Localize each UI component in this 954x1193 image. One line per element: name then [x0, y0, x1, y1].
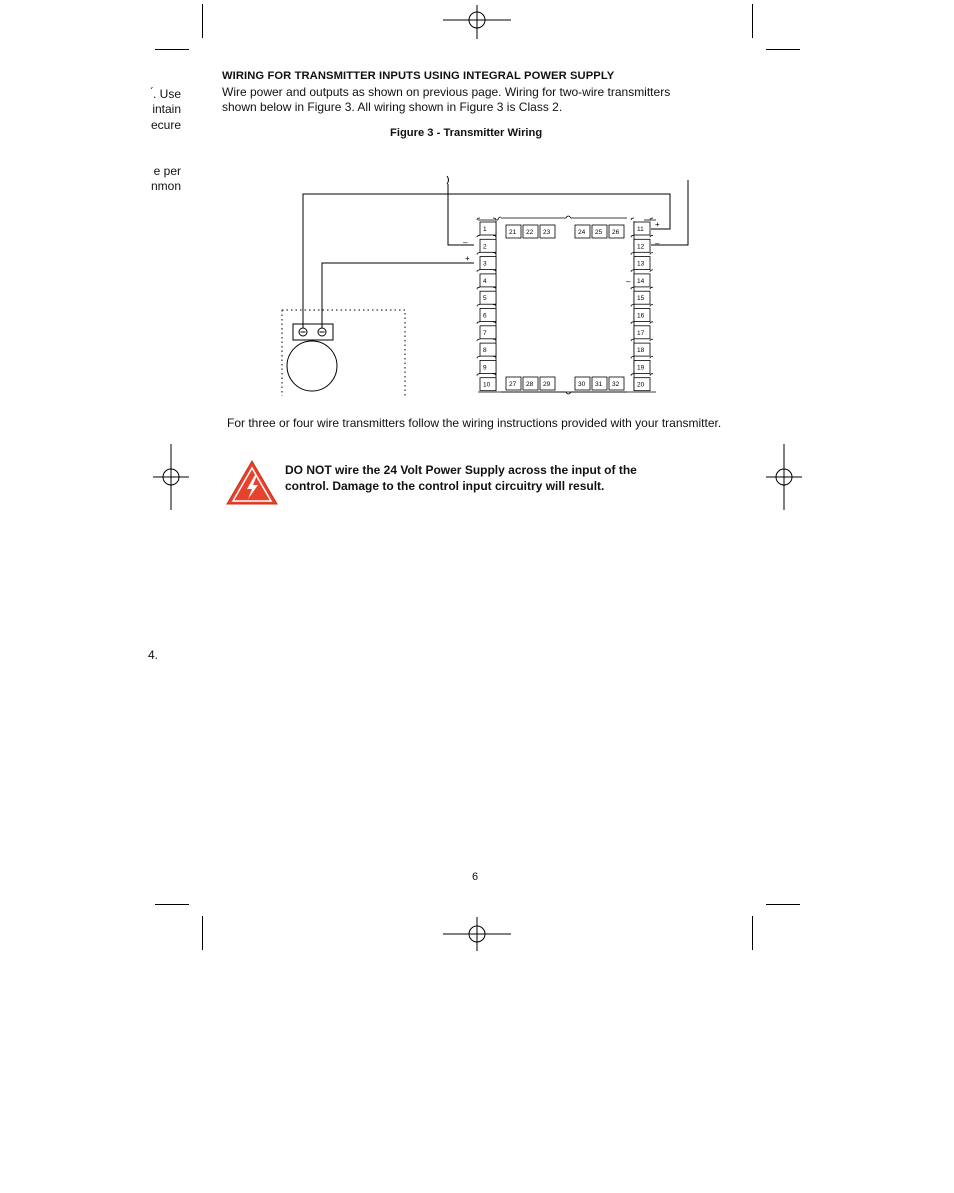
terminal-label: 32 [612, 381, 620, 388]
terminal-32 [609, 377, 624, 390]
terminal-24 [575, 225, 590, 238]
page-number: 6 [472, 871, 479, 883]
terminal-14 [634, 274, 650, 287]
terminal-label: 6 [483, 312, 487, 320]
crop-mark [202, 4, 203, 38]
terminal-label: 30 [578, 381, 586, 388]
terminal-label: 27 [509, 381, 517, 388]
terminal-label: 28 [526, 381, 534, 388]
terminal-label: 16 [637, 312, 645, 320]
terminal-label: 5 [483, 295, 487, 303]
terminal-label: 23 [543, 229, 551, 236]
margin-fragment: intain [152, 102, 181, 116]
margin-fragment: ́. Use [152, 87, 181, 101]
terminal-12 [634, 239, 650, 252]
terminal-label: 13 [637, 260, 645, 268]
registration-mark-right [766, 444, 802, 510]
registration-mark-bottom [443, 917, 511, 951]
terminal-label: 21 [509, 229, 517, 236]
terminal-30 [575, 377, 590, 390]
terminal-label: 25 [595, 229, 603, 236]
terminal-label: 2 [483, 243, 487, 251]
margin-fragment: e per [153, 164, 181, 178]
transmitter-wiring-diagram [270, 170, 700, 405]
section-heading: WIRING FOR TRANSMITTER INPUTS USING INTEGRAL POWER SUPPLY [222, 70, 615, 82]
terminal-label: 12 [637, 243, 645, 251]
terminal-10 [480, 378, 496, 391]
terminal-label: 9 [483, 364, 487, 372]
terminal-28 [523, 377, 538, 390]
terminal-label: 24 [578, 229, 586, 236]
crop-mark [766, 904, 800, 905]
terminal-2 [480, 239, 496, 252]
figure-caption: Figure 3 - Transmitter Wiring [390, 127, 543, 139]
plus-sign: + [655, 220, 660, 229]
terminal-23 [540, 225, 555, 238]
crop-mark [752, 4, 753, 38]
terminal-17 [634, 326, 650, 339]
terminal-label: 22 [526, 229, 534, 236]
terminal-label: 18 [637, 347, 645, 355]
terminal-27 [506, 377, 521, 390]
terminal-22 [523, 225, 538, 238]
terminal-1 [480, 222, 496, 235]
terminal-25 [592, 225, 607, 238]
terminal-31 [592, 377, 607, 390]
terminal-label: 20 [637, 381, 645, 389]
minus-sign: – [463, 238, 468, 247]
crop-mark [766, 49, 800, 50]
minus-sign: – [655, 239, 660, 248]
terminal-20 [634, 378, 650, 391]
terminal-4 [480, 274, 496, 287]
terminal-21 [506, 225, 521, 238]
terminal-label: 26 [612, 229, 620, 236]
terminal-label: 19 [637, 364, 645, 372]
crop-mark [155, 904, 189, 905]
margin-fragment: 4. [148, 648, 159, 662]
terminal-8 [480, 343, 496, 356]
terminal-15 [634, 291, 650, 304]
terminal-19 [634, 360, 650, 373]
warning-line: DO NOT wire the 24 Volt Power Supply across the input of the [285, 463, 637, 477]
intro-line: Wire power and outputs as shown on previous page. Wiring for two-wire transmitters [222, 85, 671, 99]
crop-mark [752, 916, 753, 950]
crop-mark [202, 916, 203, 950]
terminal-26 [609, 225, 624, 238]
terminal-label: 14 [637, 277, 645, 285]
registration-mark-left [153, 444, 189, 510]
warning-line: control. Damage to the control input circuitry will result. [285, 479, 605, 493]
terminal-13 [634, 257, 650, 270]
intro-line: shown below in Figure 3. All wiring shown in Figure 3 is Class 2. [222, 100, 563, 114]
dash-sign: – [626, 277, 631, 286]
terminal-label: 10 [483, 381, 491, 389]
terminal-29 [540, 377, 555, 390]
margin-fragment: nmon [150, 179, 181, 193]
terminal-label: 8 [483, 347, 487, 355]
transmitter-paragraph: For three or four wire transmitters follow the wiring instructions provided with your transmitter. [227, 416, 722, 430]
terminal-9 [480, 360, 496, 373]
plus-sign: + [465, 254, 470, 263]
terminal-label: 3 [483, 260, 487, 268]
terminal-18 [634, 343, 650, 356]
terminal-5 [480, 291, 496, 304]
terminal-label: 29 [543, 381, 551, 388]
terminal-3 [480, 257, 496, 270]
electrical-hazard-triangle-icon [225, 459, 279, 506]
terminal-label: 7 [483, 329, 487, 337]
terminal-label: 17 [637, 329, 645, 337]
terminal-label: 4 [483, 277, 487, 285]
terminal-16 [634, 309, 650, 322]
warning-text [285, 462, 665, 494]
terminal-label: 1 [483, 226, 487, 233]
margin-fragment: ecure [150, 118, 181, 132]
registration-mark-top [443, 5, 511, 39]
crop-mark [155, 49, 189, 50]
terminal-label: 15 [637, 295, 645, 303]
terminal-6 [480, 309, 496, 322]
terminal-7 [480, 326, 496, 339]
terminal-11 [634, 222, 650, 235]
terminal-label: 31 [595, 381, 603, 388]
terminal-label: 11 [637, 226, 644, 233]
